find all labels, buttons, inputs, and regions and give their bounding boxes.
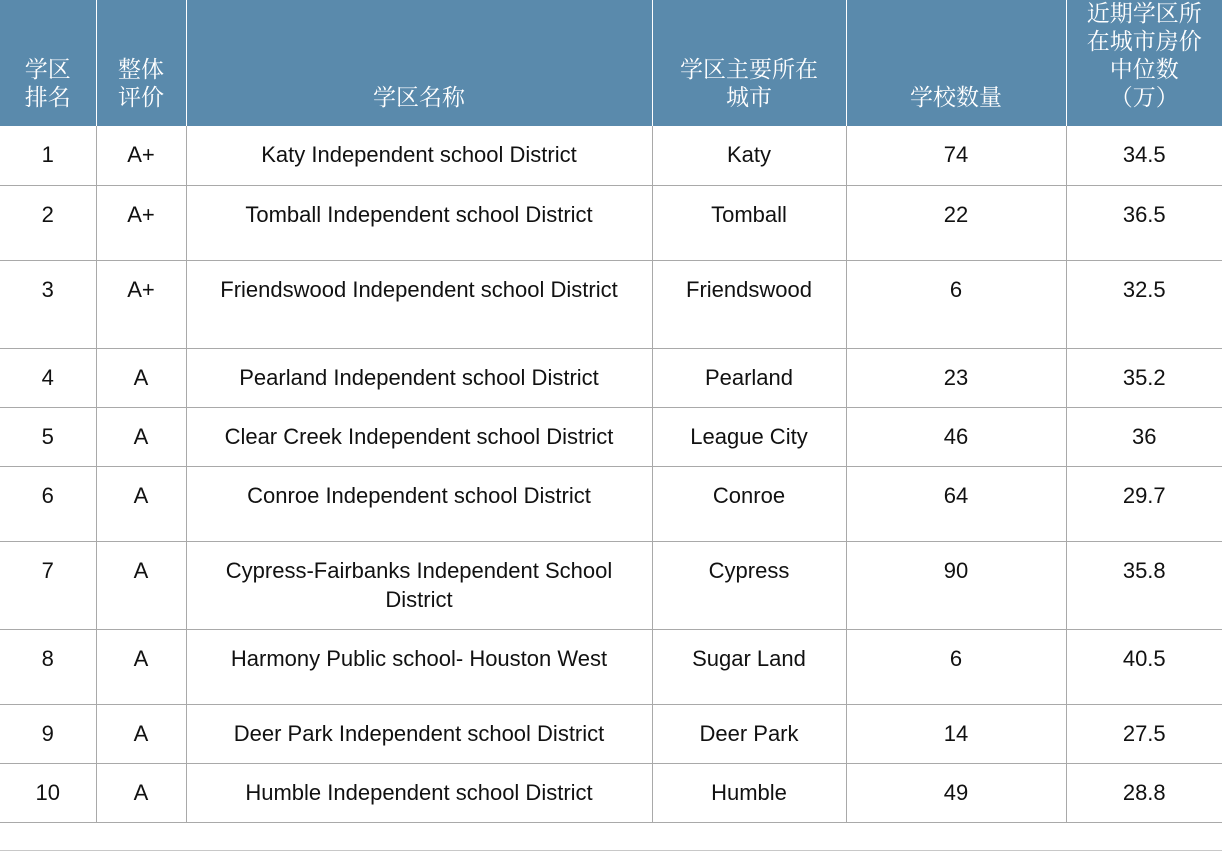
table-header	[0, 0, 1222, 126]
header-rank-line-2: 排名	[24, 85, 71, 111]
table-row	[0, 763, 1222, 822]
table-row	[0, 466, 1222, 541]
cell-school-count: 23	[846, 348, 1066, 407]
header-row	[0, 0, 1222, 126]
table-row	[0, 260, 1222, 348]
cell-median-price: 35.8	[1066, 541, 1222, 629]
cell-rank: 1	[0, 126, 96, 185]
cell-district-name: Harmony Public school- Houston West	[186, 629, 652, 704]
cell-grade: A	[96, 541, 186, 629]
header-city-line-2: 城市	[726, 85, 772, 111]
cell-city: Cypress	[652, 541, 846, 629]
cell-rank: 7	[0, 541, 96, 629]
cell-grade: A	[96, 763, 186, 822]
cell-district-name: Katy Independent school District	[186, 126, 652, 185]
cell-district-name: Cypress-Fairbanks Independent School District	[186, 541, 652, 629]
cell-city: Katy	[652, 126, 846, 185]
cell-rank: 10	[0, 763, 96, 822]
cell-rank: 2	[0, 185, 96, 260]
header-grade-line-2: 评价	[118, 85, 164, 111]
header-school-count	[846, 0, 1066, 126]
header-median-price	[1066, 0, 1222, 126]
cell-city: Pearland	[652, 348, 846, 407]
cell-grade: A	[96, 348, 186, 407]
table-row	[0, 185, 1222, 260]
cell-city: Friendswood	[652, 260, 846, 348]
header-district-name-line-1: 学区名称	[373, 85, 465, 111]
cell-grade: A+	[96, 185, 186, 260]
header-school-count-line-1: 学校数量	[910, 85, 1002, 111]
cell-school-count: 6	[846, 260, 1066, 348]
cell-grade: A	[96, 466, 186, 541]
cell-rank: 3	[0, 260, 96, 348]
cell-rank: 9	[0, 704, 96, 763]
table-body	[0, 126, 1222, 822]
cell-rank: 5	[0, 407, 96, 466]
cell-median-price: 29.7	[1066, 466, 1222, 541]
cell-median-price: 40.5	[1066, 629, 1222, 704]
cell-median-price: 35.2	[1066, 348, 1222, 407]
header-district-name	[186, 0, 652, 126]
header-median-price-line-4: （万）	[1109, 85, 1179, 111]
cell-median-price: 34.5	[1066, 126, 1222, 185]
cell-rank: 8	[0, 629, 96, 704]
cell-city: Deer Park	[652, 704, 846, 763]
cell-grade: A	[96, 407, 186, 466]
cell-school-count: 74	[846, 126, 1066, 185]
cell-district-name: Clear Creek Independent school District	[186, 407, 652, 466]
cell-city: Sugar Land	[652, 629, 846, 704]
cell-city: League City	[652, 407, 846, 466]
cell-grade: A+	[96, 260, 186, 348]
header-city	[652, 0, 846, 126]
cell-district-name: Friendswood Independent school District	[186, 260, 652, 348]
cell-school-count: 49	[846, 763, 1066, 822]
cell-school-count: 14	[846, 704, 1066, 763]
header-rank-line-1: 学区	[24, 57, 71, 83]
table-row	[0, 541, 1222, 629]
cell-district-name: Humble Independent school District	[186, 763, 652, 822]
cell-median-price: 28.8	[1066, 763, 1222, 822]
cell-rank: 4	[0, 348, 96, 407]
cell-district-name: Tomball Independent school District	[186, 185, 652, 260]
table-row	[0, 407, 1222, 466]
cell-district-name: Conroe Independent school District	[186, 466, 652, 541]
cell-city: Conroe	[652, 466, 846, 541]
table-row	[0, 126, 1222, 185]
table-row	[0, 348, 1222, 407]
cell-school-count: 6	[846, 629, 1066, 704]
cell-school-count: 46	[846, 407, 1066, 466]
bottom-divider	[0, 850, 1222, 851]
header-grade	[96, 0, 186, 126]
table-row	[0, 704, 1222, 763]
cell-median-price: 36.5	[1066, 185, 1222, 260]
cell-grade: A	[96, 704, 186, 763]
cell-rank: 6	[0, 466, 96, 541]
cell-school-count: 64	[846, 466, 1066, 541]
cell-district-name: Pearland Independent school District	[186, 348, 652, 407]
header-median-price-line-2: 在城市房价	[1086, 29, 1202, 55]
header-city-line-1: 学区主要所在	[680, 57, 818, 83]
cell-city: Tomball	[652, 185, 846, 260]
header-grade-line-1: 整体	[118, 57, 164, 83]
header-median-price-line-1: 近期学区所	[1086, 1, 1202, 27]
cell-median-price: 27.5	[1066, 704, 1222, 763]
table-row	[0, 629, 1222, 704]
cell-median-price: 36	[1066, 407, 1222, 466]
cell-grade: A	[96, 629, 186, 704]
cell-school-count: 22	[846, 185, 1066, 260]
cell-district-name: Deer Park Independent school District	[186, 704, 652, 763]
cell-school-count: 90	[846, 541, 1066, 629]
cell-city: Humble	[652, 763, 846, 822]
header-rank	[0, 0, 96, 126]
cell-grade: A+	[96, 126, 186, 185]
header-median-price-line-3: 中位数	[1109, 57, 1179, 83]
cell-median-price: 32.5	[1066, 260, 1222, 348]
